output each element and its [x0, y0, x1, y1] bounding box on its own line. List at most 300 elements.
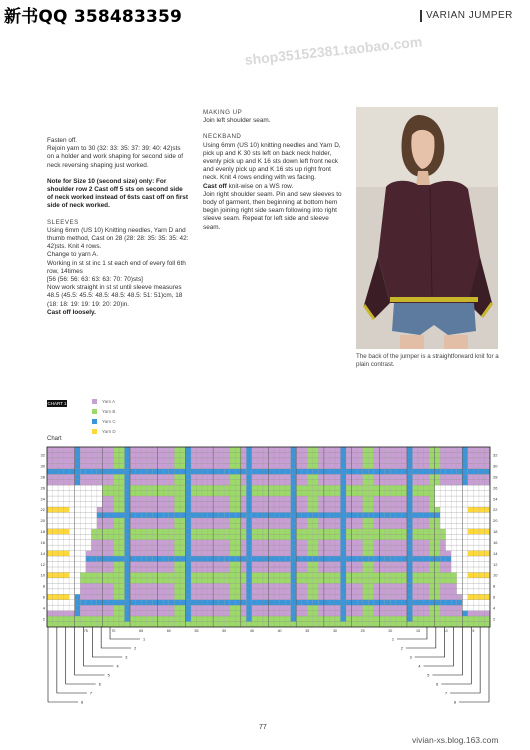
chart-stitch: [58, 458, 64, 463]
chart-stitch: [340, 611, 346, 616]
chart-stitch-blank: [446, 512, 452, 517]
chart-stitch-blank: [53, 594, 59, 599]
chart-stitch: [412, 583, 418, 588]
chart-stitch: [208, 491, 214, 496]
chart-stitch: [241, 469, 247, 474]
chart-stitch: [407, 545, 413, 550]
chart-stitch: [230, 480, 236, 485]
chart-stitch-blank: [468, 556, 474, 561]
chart-stitch: [197, 512, 203, 517]
chart-stitch-blank: [473, 491, 479, 496]
chart-stitch: [291, 452, 297, 457]
chart-stitch: [219, 589, 225, 594]
chart-stitch: [418, 611, 424, 616]
chart-stitch: [401, 572, 407, 577]
chart-stitch: [263, 567, 269, 572]
chart-stitch: [152, 469, 158, 474]
size-bracket-left: [57, 627, 87, 693]
chart-stitch: [440, 452, 446, 457]
chart-stitch: [446, 556, 452, 561]
chart-stitch-blank: [484, 583, 490, 588]
chart-stitch: [246, 502, 252, 507]
chart-row-label: 22: [493, 507, 498, 513]
chart-stitch: [263, 491, 269, 496]
chart-stitch: [202, 491, 208, 496]
chart-stitch: [346, 512, 352, 517]
chart-stitch: [180, 616, 186, 621]
chart-stitch-blank: [91, 502, 97, 507]
chart-stitch: [429, 512, 435, 517]
chart-stitch-label: 40: [277, 629, 282, 633]
chart-stitch: [340, 452, 346, 457]
chart-stitch: [80, 572, 86, 577]
chart-stitch: [385, 578, 391, 583]
chart-stitch: [269, 572, 275, 577]
chart-stitch: [208, 605, 214, 610]
chart-stitch: [280, 540, 286, 545]
chart-stitch: [130, 452, 136, 457]
chart-stitch: [340, 540, 346, 545]
chart-stitch: [385, 447, 391, 452]
chart-stitch: [302, 578, 308, 583]
chart-stitch: [158, 452, 164, 457]
chart-stitch: [307, 589, 313, 594]
chart-stitch: [424, 458, 430, 463]
chart-stitch-blank: [64, 562, 70, 567]
chart-stitch: [91, 529, 97, 534]
chart-stitch: [412, 572, 418, 577]
chart-stitch: [412, 485, 418, 490]
chart-stitch-blank: [75, 491, 81, 496]
chart-stitch: [102, 622, 108, 627]
chart-stitch: [269, 496, 275, 501]
chart-stitch: [141, 485, 147, 490]
chart-stitch-blank: [80, 518, 86, 523]
chart-stitch: [91, 480, 97, 485]
chart-stitch-blank: [457, 491, 463, 496]
chart-stitch: [136, 545, 142, 550]
chart-stitch-blank: [69, 556, 75, 561]
chart-stitch: [125, 556, 131, 561]
chart-stitch: [307, 463, 313, 468]
chart-stitch: [274, 512, 280, 517]
chart-stitch: [180, 578, 186, 583]
chart-stitch: [335, 518, 341, 523]
chart-stitch: [246, 545, 252, 550]
chart-stitch: [119, 485, 125, 490]
chart-stitch: [75, 480, 81, 485]
chart-stitch-blank: [457, 496, 463, 501]
chart-stitch: [412, 502, 418, 507]
chart-stitch: [53, 474, 59, 479]
chart-stitch: [285, 551, 291, 556]
chart-stitch: [396, 502, 402, 507]
chart-stitch: [180, 485, 186, 490]
chart-stitch-blank: [462, 545, 468, 550]
chart-stitch: [113, 458, 119, 463]
chart-stitch-blank: [75, 578, 81, 583]
chart-stitch: [280, 447, 286, 452]
chart-stitch: [257, 556, 263, 561]
chart-stitch: [307, 583, 313, 588]
chart-stitch-blank: [462, 518, 468, 523]
chart-stitch: [379, 589, 385, 594]
chart-stitch: [91, 605, 97, 610]
chart-stitch-blank: [484, 534, 490, 539]
chart-stitch: [374, 480, 380, 485]
chart-stitch: [302, 518, 308, 523]
chart-stitch-blank: [58, 507, 64, 512]
chart-stitch: [379, 562, 385, 567]
chart-stitch: [368, 572, 374, 577]
chart-stitch: [274, 507, 280, 512]
chart-stitch: [113, 594, 119, 599]
chart-stitch-blank: [479, 605, 485, 610]
chart-stitch: [147, 567, 153, 572]
chart-stitch: [418, 562, 424, 567]
chart-stitch: [440, 589, 446, 594]
chart-stitch: [241, 562, 247, 567]
chart-stitch: [280, 572, 286, 577]
chart-stitch: [335, 605, 341, 610]
chart-stitch: [269, 491, 275, 496]
chart-stitch: [479, 480, 485, 485]
chart-stitch: [235, 567, 241, 572]
chart-stitch: [396, 463, 402, 468]
chart-stitch: [379, 502, 385, 507]
chart-stitch: [130, 583, 136, 588]
chart-stitch: [418, 480, 424, 485]
chart-stitch: [418, 605, 424, 610]
chart-stitch: [335, 512, 341, 517]
chart-stitch-blank: [484, 529, 490, 534]
chart-stitch: [324, 567, 330, 572]
chart-stitch: [429, 534, 435, 539]
chart-stitch: [313, 589, 319, 594]
chart-stitch: [340, 529, 346, 534]
chart-stitch-blank: [451, 545, 457, 550]
chart-stitch: [257, 507, 263, 512]
chart-stitch: [152, 578, 158, 583]
chart-stitch-blank: [58, 518, 64, 523]
chart-stitch: [451, 469, 457, 474]
chart-stitch-blank: [446, 496, 452, 501]
chart-stitch: [313, 605, 319, 610]
chart-stitch: [296, 578, 302, 583]
chart-stitch: [440, 540, 446, 545]
chart-stitch: [396, 556, 402, 561]
chart-stitch: [357, 545, 363, 550]
chart-stitch: [136, 512, 142, 517]
chart-stitch: [141, 529, 147, 534]
chart-stitch: [352, 583, 358, 588]
chart-stitch: [213, 491, 219, 496]
chart-stitch: [241, 572, 247, 577]
chart-stitch: [269, 578, 275, 583]
chart-stitch: [335, 578, 341, 583]
chart-stitch: [219, 458, 225, 463]
chart-stitch: [152, 507, 158, 512]
chart-stitch: [86, 578, 92, 583]
chart-stitch: [191, 474, 197, 479]
chart-stitch: [174, 452, 180, 457]
chart-stitch: [257, 518, 263, 523]
chart-stitch: [219, 567, 225, 572]
chart-stitch: [180, 622, 186, 627]
chart-stitch: [440, 529, 446, 534]
chart-stitch: [451, 578, 457, 583]
chart-stitch: [401, 485, 407, 490]
chart-stitch-blank: [468, 512, 474, 517]
chart-stitch: [473, 622, 479, 627]
chart-stitch: [174, 578, 180, 583]
chart-stitch: [102, 540, 108, 545]
chart-stitch: [379, 600, 385, 605]
chart-stitch: [119, 534, 125, 539]
chart-stitch-blank: [468, 594, 474, 599]
chart-stitch: [224, 600, 230, 605]
chart-stitch: [352, 507, 358, 512]
chart-stitch: [113, 496, 119, 501]
chart-stitch: [113, 616, 119, 621]
size-label: 3: [409, 655, 412, 660]
chart-stitch: [257, 594, 263, 599]
chart-stitch: [335, 545, 341, 550]
chart-stitch-blank: [479, 512, 485, 517]
chart-stitch: [352, 474, 358, 479]
chart-stitch: [102, 512, 108, 517]
chart-stitch: [108, 485, 114, 490]
chart-stitch: [119, 529, 125, 534]
chart-stitch: [257, 578, 263, 583]
chart-stitch: [174, 562, 180, 567]
chart-stitch: [86, 474, 92, 479]
chart-stitch: [169, 562, 175, 567]
chart-stitch: [108, 611, 114, 616]
chart-stitch: [340, 589, 346, 594]
chart-stitch: [357, 572, 363, 577]
chart-stitch: [257, 447, 263, 452]
chart-stitch: [468, 611, 474, 616]
chart-stitch: [429, 480, 435, 485]
chart-stitch: [75, 611, 81, 616]
chart-stitch-blank: [69, 518, 75, 523]
chart-stitch: [385, 529, 391, 534]
chart-stitch: [318, 572, 324, 577]
chart-stitch: [340, 474, 346, 479]
chart-stitch: [280, 605, 286, 610]
chart-stitch: [108, 496, 114, 501]
chart-stitch-blank: [75, 551, 81, 556]
chart-stitch: [396, 518, 402, 523]
chart-stitch: [130, 485, 136, 490]
chart-stitch: [213, 469, 219, 474]
chart-stitch: [235, 611, 241, 616]
chart-stitch: [307, 562, 313, 567]
chart-stitch-blank: [47, 551, 53, 556]
chart-stitch: [141, 556, 147, 561]
chart-stitch: [296, 572, 302, 577]
chart-stitch: [136, 474, 142, 479]
chart-stitch-blank: [473, 605, 479, 610]
chart-stitch: [180, 611, 186, 616]
chart-stitch: [174, 616, 180, 621]
chart-stitch: [53, 611, 59, 616]
chart-stitch: [102, 556, 108, 561]
chart-stitch-blank: [47, 600, 53, 605]
chart-stitch: [158, 447, 164, 452]
chart-stitch: [169, 600, 175, 605]
chart-stitch: [435, 611, 441, 616]
chart-stitch: [296, 518, 302, 523]
chart-stitch: [224, 622, 230, 627]
chart-stitch: [274, 540, 280, 545]
chart-stitch-blank: [69, 605, 75, 610]
chart-stitch: [313, 540, 319, 545]
chart-stitch: [169, 512, 175, 517]
chart-stitch-blank: [75, 572, 81, 577]
chart-stitch: [340, 578, 346, 583]
chart-stitch-blank: [484, 518, 490, 523]
chart-stitch: [346, 545, 352, 550]
chart-stitch: [141, 611, 147, 616]
chart-stitch: [252, 562, 258, 567]
chart-stitch: [252, 594, 258, 599]
chart-stitch-blank: [468, 605, 474, 610]
chart-stitch-yarn-d: [479, 594, 485, 599]
chart-stitch-yarn-d: [479, 551, 485, 556]
chart-stitch-blank: [47, 567, 53, 572]
chart-stitch: [313, 518, 319, 523]
chart-stitch: [269, 600, 275, 605]
chart-stitch: [274, 594, 280, 599]
chart-stitch: [340, 458, 346, 463]
chart-stitch: [163, 485, 169, 490]
chart-stitch: [468, 463, 474, 468]
chart-stitch: [108, 572, 114, 577]
chart-stitch: [191, 545, 197, 550]
chart-stitch: [224, 480, 230, 485]
chart-stitch: [424, 512, 430, 517]
chart-stitch: [185, 578, 191, 583]
chart-stitch: [407, 616, 413, 621]
chart-stitch: [291, 622, 297, 627]
chart-stitch: [385, 463, 391, 468]
chart-stitch: [368, 512, 374, 517]
chart-stitch: [291, 545, 297, 550]
chart-stitch: [352, 605, 358, 610]
chart-stitch: [108, 578, 114, 583]
chart-stitch: [407, 463, 413, 468]
chart-stitch: [213, 463, 219, 468]
chart-stitch: [246, 594, 252, 599]
chart-stitch: [180, 540, 186, 545]
chart-stitch: [352, 578, 358, 583]
chart-stitch: [407, 622, 413, 627]
chart-stitch: [307, 551, 313, 556]
chart-stitch: [235, 518, 241, 523]
chart-stitch: [368, 562, 374, 567]
chart-stitch: [446, 611, 452, 616]
chart-stitch: [119, 474, 125, 479]
chart-stitch: [363, 551, 369, 556]
chart-stitch: [285, 496, 291, 501]
chart-stitch: [235, 583, 241, 588]
chart-stitch: [457, 594, 463, 599]
size-label: 4: [418, 664, 421, 669]
chart-stitch: [346, 463, 352, 468]
chart-stitch-yarn-d: [58, 572, 64, 577]
chart-stitch: [197, 480, 203, 485]
chart-stitch: [80, 605, 86, 610]
chart-stitch: [329, 578, 335, 583]
chart-stitch: [291, 567, 297, 572]
chart-stitch: [125, 518, 131, 523]
chart-stitch: [174, 572, 180, 577]
chart-stitch-blank: [462, 523, 468, 528]
chart-stitch: [213, 611, 219, 616]
chart-stitch: [479, 474, 485, 479]
chart-stitch: [368, 480, 374, 485]
chart-stitch: [119, 594, 125, 599]
chart-stitch: [257, 562, 263, 567]
chart-stitch: [141, 551, 147, 556]
chart-stitch: [412, 469, 418, 474]
chart-stitch: [296, 556, 302, 561]
chart-stitch-blank: [457, 545, 463, 550]
chart-stitch: [197, 463, 203, 468]
chart-stitch: [241, 589, 247, 594]
chart-stitch: [263, 556, 269, 561]
chart-stitch: [97, 534, 103, 539]
chart-stitch: [401, 551, 407, 556]
chart-stitch: [230, 611, 236, 616]
chart-stitch: [252, 518, 258, 523]
chart-stitch-blank: [80, 491, 86, 496]
chart-stitch: [324, 529, 330, 534]
chart-stitch: [302, 551, 308, 556]
chart-stitch: [407, 458, 413, 463]
chart-stitch-blank: [91, 485, 97, 490]
chart-stitch: [80, 447, 86, 452]
chart-stitch: [318, 474, 324, 479]
chart-stitch: [86, 594, 92, 599]
chart-stitch: [352, 463, 358, 468]
chart-stitch: [335, 469, 341, 474]
chart-stitch: [158, 529, 164, 534]
chart-stitch: [202, 458, 208, 463]
chart-stitch: [274, 447, 280, 452]
chart-stitch: [230, 583, 236, 588]
chart-stitch: [269, 616, 275, 621]
chart-stitch: [219, 474, 225, 479]
chart-stitch: [230, 529, 236, 534]
chart-stitch: [346, 496, 352, 501]
chart-stitch: [435, 578, 441, 583]
chart-stitch-blank: [468, 562, 474, 567]
chart-stitch: [141, 616, 147, 621]
chart-stitch: [313, 491, 319, 496]
chart-stitch: [125, 480, 131, 485]
chart-stitch: [390, 523, 396, 528]
chart-stitch: [141, 605, 147, 610]
chart-stitch-blank: [53, 551, 59, 556]
chart-stitch-label: 10: [443, 629, 448, 633]
chart-stitch-yarn-d: [47, 529, 53, 534]
chart-stitch: [379, 447, 385, 452]
chart-stitch: [180, 594, 186, 599]
chart-stitch: [457, 605, 463, 610]
